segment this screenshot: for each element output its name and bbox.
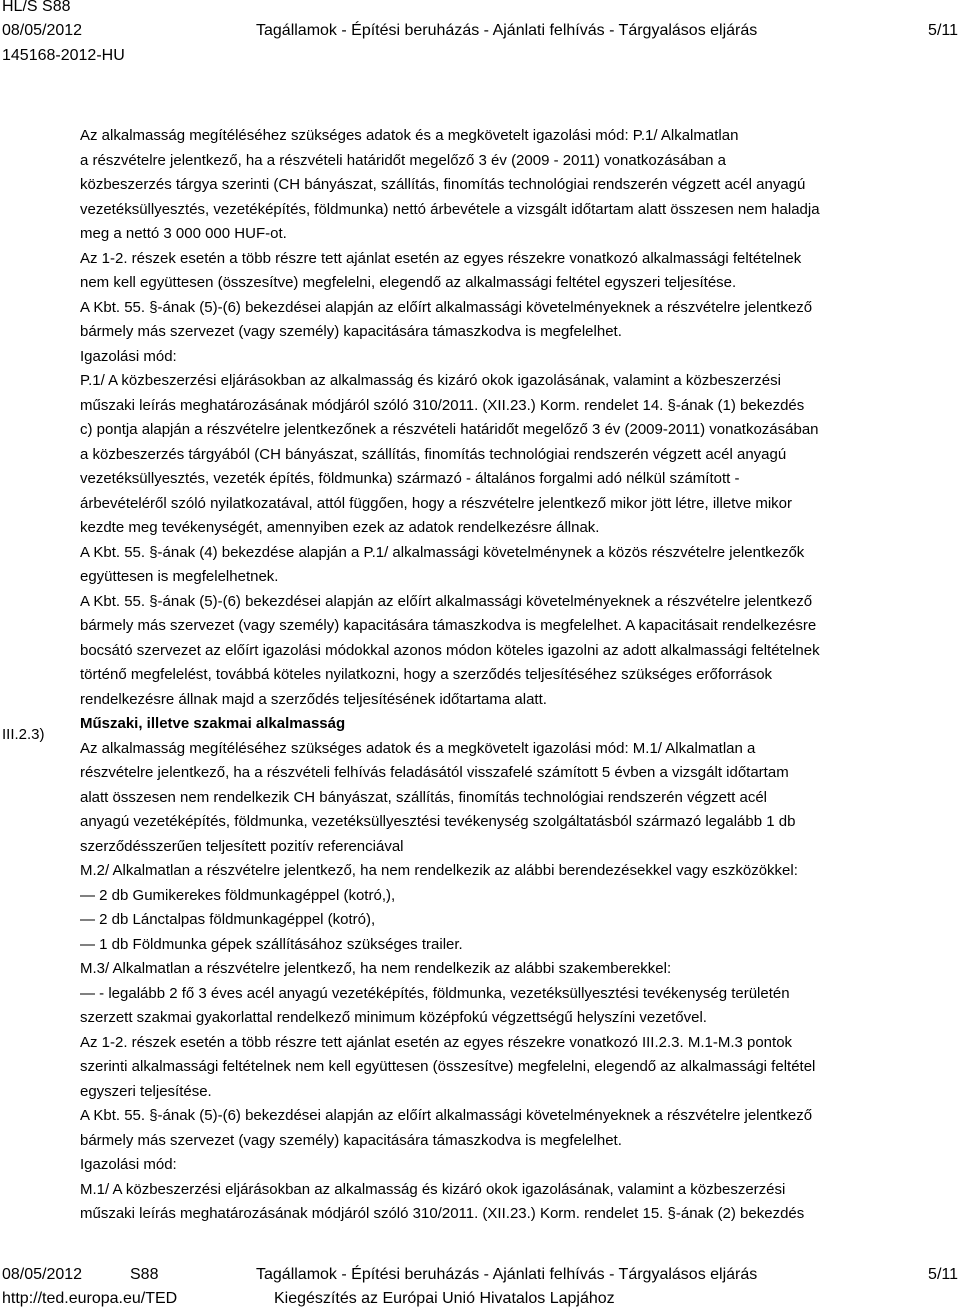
text-line: A Kbt. 55. §-ának (5)-(6) bekezdései alapján az előírt alkalmassági követelményeknek a részvételre jelentkező [80, 592, 813, 610]
text-line: P.1/ A közbeszerzési eljárásokban az alkalmasság és kizáró okok igazolásának, valamint a közbeszerzési [80, 372, 781, 389]
text-line: Az alkalmasság megítéléséhez szükséges adatok és a megkövetelt igazolási mód: M.1/ Alkalmatlan a [80, 739, 756, 757]
section-number: III.2.3) [2, 726, 45, 743]
text-line: egyszeri teljesítése. [80, 1082, 212, 1100]
text-line: M.3/ Alkalmatlan a részvételre jelentkező, ha nem rendelkezik az alábbi szakemberekkel: [80, 960, 672, 977]
footer-title: Tagállamok - Építési beruházás - Ajánlati felhívás - Tárgyalásos eljárás [256, 1266, 758, 1283]
footer-page-number: 5/11 [928, 1266, 958, 1283]
text-line: Igazolási mód: [80, 347, 177, 365]
text-line: szerzett szakmai gyakorlattal rendelkező minimum középfokú végzettségű helyszíni vezetővel. [80, 1009, 707, 1026]
text-line: műszaki leírás meghatározásának módjáról szóló 310/2011. (XII.23.) Korm. rendelet 15. §-ának (2) bekezdés [80, 1205, 805, 1222]
page-footer [0, 1264, 960, 1311]
text-line: alatt összesen nem rendelkezik CH bányászat, szállítás, finomítás technológiai rendszerén végzett acél [80, 788, 768, 806]
section-heading: Műszaki, illetve szakmai alkalmasság [80, 715, 346, 732]
footer-date: 08/05/2012 [2, 1266, 83, 1283]
text-line: bármely más szervezet (vagy személy) kapacitására támaszkodva is megfelelhet. [80, 323, 622, 340]
list-item: — 2 db Gumikerekes földmunkagéppel (kotró,), [80, 886, 396, 904]
text-line: részvételre jelentkező, ha a részvételi felhívás feladásától visszafelé számított 5 évben a vizsgált időtartam [80, 764, 789, 781]
document-body [80, 124, 955, 1227]
text-line: a részvételre jelentkező, ha a részvételi határidőt megelőző 3 év (2009 - 2011) vonatkozásában a [80, 151, 726, 169]
page-header [0, 0, 960, 70]
text-line: M.2/ Alkalmatlan a részvételre jelentkező, ha nem rendelkezik az alábbi berendezésekkel vagy eszközökkel: [80, 862, 798, 879]
list-item: — 1 db Földmunka gépek szállításához szükséges trailer. [80, 935, 463, 953]
text-line: vezetéksüllyesztés, vezeték építés, földmunka) származó - általános forgalmi adó nélkül számított - [80, 470, 740, 487]
text-line: együttesen is megfelelhetnek. [80, 568, 279, 585]
text-line: Az 1-2. részek esetén a több részre tett ajánlat esetén az egyes részekre vonatkozó alkalmassági feltételnek [80, 249, 802, 267]
text-line: A Kbt. 55. §-ának (4) bekezdése alapján a P.1/ alkalmassági követelménynek a közös részvételre jelentkezők [80, 543, 805, 561]
header-title: Tagállamok - Építési beruházás - Ajánlati felhívás - Tárgyalásos eljárás [256, 22, 758, 39]
text-line: szerinti alkalmassági feltételnek nem kell együttesen (összesítve) megfelelni, elegendő az alkalmassági feltétel [80, 1058, 816, 1075]
text-line: rendelkezésre állnak majd a szerződés teljesítésének időtartama alatt. [80, 690, 547, 708]
text-line: M.1/ A közbeszerzési eljárásokban az alkalmasság és kizáró okok igazolásának, valamint a közbeszerzési [80, 1180, 786, 1198]
header-date: 08/05/2012 [2, 22, 83, 39]
text-line: bármely más szervezet (vagy személy) kapacitására támaszkodva is megfelelhet. A kapacitásait rendelkezésre [80, 617, 817, 634]
text-line: műszaki leírás meghatározásának módjáról szóló 310/2011. (XII.23.) Korm. rendelet 14. §-ának (1) bekezdés [80, 396, 805, 414]
text-line: szerződésszerűen teljesített pozitív referenciával [80, 837, 404, 855]
text-line: A Kbt. 55. §-ának (5)-(6) bekezdései alapján az előírt alkalmassági követelményeknek a részvételre jelentkező [80, 1107, 813, 1124]
text-line: bocsátó szervezet az előírt igazolási módokkal azonos módon köteles igazolni az adott alkalmassági feltételnek [80, 641, 820, 659]
text-line: Az 1-2. részek esetén a több részre tett ajánlat esetén az egyes részekre vonatkozó III.2.3. M.1-M.3 pontok [80, 1033, 793, 1051]
text-line: A Kbt. 55. §-ának (5)-(6) bekezdései alapján az előírt alkalmassági követelményeknek a részvételre jelentkező [80, 298, 813, 316]
footer-subtitle: Kiegészítés az Európai Unió Hivatalos Lapjához [274, 1290, 615, 1307]
text-line: történő megfelelést, továbbá köteles nyilatkozni, hogy a szerződés teljesítéséhez szükséges erőforrások [80, 666, 773, 683]
list-item: — - legalább 2 fő 3 éves acél anyagú vezetéképítés, földmunka, vezetéksüllyesztési tevékenység területén [80, 984, 790, 1002]
text-line: Az alkalmasság megítéléséhez szükséges adatok és a megkövetelt igazolási mód: P.1/ Alkalmatlan [80, 127, 739, 144]
text-line: a közbeszerzés tárgyából (CH bányászat, szállítás, finomítás technológiai rendszerén végzett acél anyagú [80, 445, 787, 463]
header-brand: HL/S S88 [2, 0, 71, 15]
text-line: meg a nettó 3 000 000 HUF-ot. [80, 225, 287, 242]
text-line: anyagú vezetéképítés, földmunka, vezetéksüllyesztési tevékenység szolgáltatásból származó legalább 1 db [80, 813, 796, 830]
footer-url-link[interactable]: http://ted.europa.eu/TED [2, 1290, 178, 1307]
text-line: bármely más szervezet (vagy személy) kapacitására támaszkodva is megfelelhet. [80, 1131, 622, 1149]
footer-code: S88 [130, 1266, 159, 1283]
text-line: c) pontja alapján a részvételre jelentkezőnek a részvételi határidőt megelőző 3 év (2009-2011) vonatkozásában [80, 421, 819, 438]
header-document-id: 145168-2012-HU [2, 47, 125, 64]
text-line: Igazolási mód: [80, 1156, 177, 1173]
list-item: — 2 db Lánctalpas földmunkagéppel (kotró), [80, 911, 376, 928]
text-line: kezdte meg tevékenységét, amennyiben ezek az adatok rendelkezésre állnak. [80, 519, 600, 536]
header-page-number: 5/11 [928, 22, 958, 39]
text-line: árbevételéről szóló nyilatkozatával, attól függően, hogy a részvételre jelentkező mikor jött létre, illetve mikor [80, 494, 793, 512]
text-line: nem kell együttesen (összesítve) megfelelni, elegendő az alkalmassági feltétel egyszeri teljesítése. [80, 274, 737, 291]
text-line: közbeszerzés tárgya szerinti (CH bányászat, szállítás, finomítás technológiai rendszerén végzett acél anyagú [80, 176, 806, 193]
text-line: vezetéksüllyesztés, vezetéképítés, földmunka) nettó árbevétele a vizsgált időtartam alatt összesen nem haladja [80, 200, 820, 218]
